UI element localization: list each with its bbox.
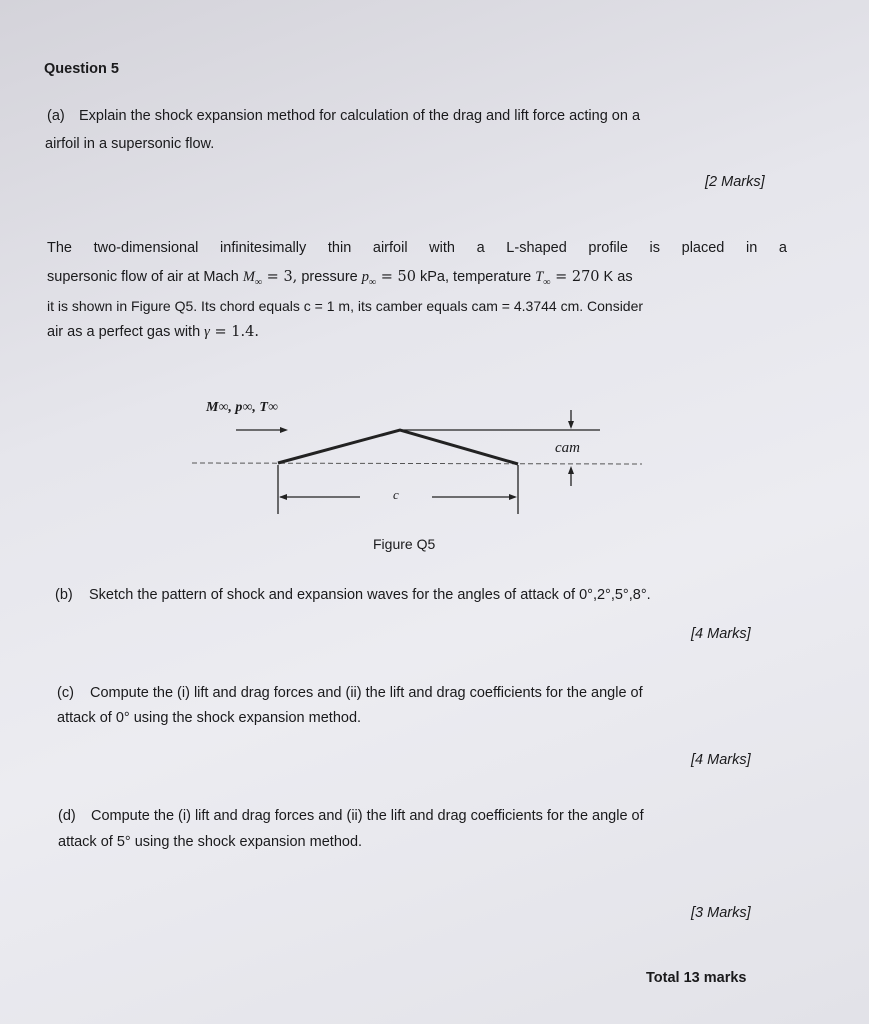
- part-c-text-line2: attack of 0° using the shock expansion method.: [57, 710, 362, 726]
- chord-line: [192, 463, 642, 464]
- gamma-value: = 1.4.: [209, 324, 259, 340]
- part-d-text-line1: Compute the (i) lift and drag forces and (ii) the lift and drag coefficients for the angle of: [91, 808, 644, 824]
- pressure-unit: kPa, temperature: [415, 269, 532, 285]
- pressure-sub: ∞: [369, 276, 377, 288]
- problem-line3: it is shown in Figure Q5. Its chord equals c = 1 m, its camber equals cam = 4.3744 cm. Consider: [47, 298, 644, 314]
- chord-dim-right-head: [509, 494, 517, 500]
- temp-symbol: T: [535, 269, 544, 285]
- part-a-label: (a): [47, 108, 65, 124]
- question-title: Question 5: [44, 61, 119, 77]
- temp-sub: ∞: [543, 276, 551, 288]
- temp-value: = 270: [550, 269, 600, 285]
- part-b-text: Sketch the pattern of shock and expansion waves for the angles of attack of 0°,2°,5°,8°.: [89, 587, 651, 603]
- problem-line2-intro: supersonic flow of air at Mach: [47, 269, 239, 285]
- total-marks: Total 13 marks: [646, 970, 747, 986]
- airfoil-profile: [278, 430, 518, 464]
- part-d-marks: [3 Marks]: [691, 905, 751, 921]
- mach-sub: ∞: [254, 276, 263, 288]
- cam-label: cam: [555, 440, 580, 456]
- mach-symbol: M: [242, 269, 255, 285]
- gamma-symbol: γ: [204, 324, 210, 340]
- part-a-marks: [2 Marks]: [705, 174, 765, 190]
- cam-arrow-bottom-head: [568, 466, 574, 474]
- problem-line4-intro: air as a perfect gas with: [47, 324, 201, 340]
- part-c-label: (c): [57, 685, 74, 701]
- mach-value: = 3,: [262, 269, 298, 285]
- pressure-symbol: p: [361, 269, 370, 285]
- cam-arrow-top-head: [568, 421, 574, 429]
- flow-conditions-label: M∞, p∞, T∞: [206, 400, 278, 415]
- pressure-label: pressure: [301, 269, 358, 285]
- part-b-label: (b): [55, 587, 73, 603]
- figure-caption: Figure Q5: [373, 536, 436, 552]
- problem-line1: The two-dimensional infinitesimally thin airfoil with a L-shaped profile is placed in a: [47, 240, 787, 256]
- part-d-text-line2: attack of 5° using the shock expansion method.: [58, 834, 363, 850]
- part-a-text-line1: Explain the shock expansion method for calculation of the drag and lift force acting on a: [79, 108, 641, 124]
- part-b-marks: [4 Marks]: [691, 626, 751, 642]
- part-c-marks: [4 Marks]: [691, 752, 751, 768]
- chord-dim-left-head: [279, 494, 287, 500]
- chord-label: c: [393, 487, 399, 502]
- part-c-text-line1: Compute the (i) lift and drag forces and (ii) the lift and drag coefficients for the angle of: [90, 685, 643, 701]
- pressure-value: = 50: [376, 269, 416, 285]
- temp-unit: K as: [599, 269, 633, 285]
- part-a-text-line2: airfoil in a supersonic flow.: [45, 136, 215, 152]
- part-d-label: (d): [58, 808, 76, 824]
- flow-arrow-head: [280, 427, 288, 433]
